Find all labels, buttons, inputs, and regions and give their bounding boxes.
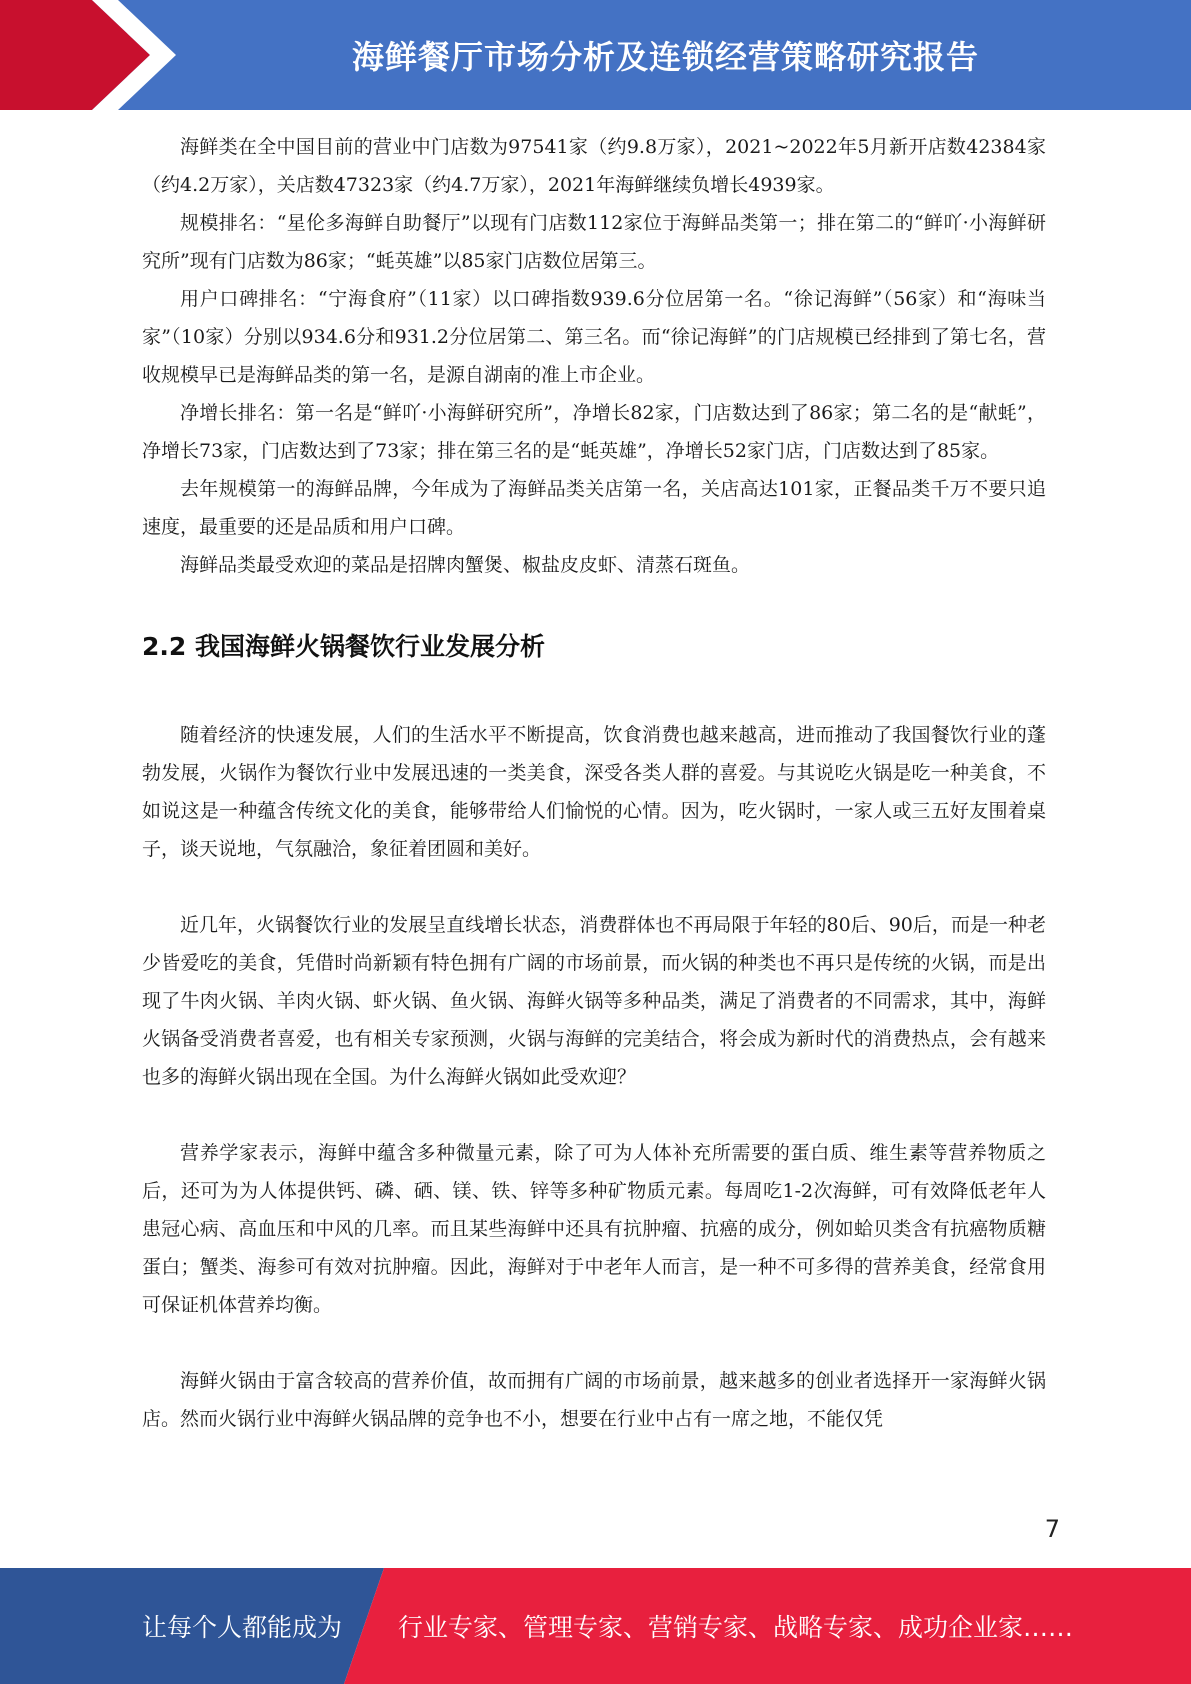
- document-title: 海鲜餐厅市场分析及连锁经营策略研究报告: [351, 38, 979, 76]
- paragraph: 净增长排名：第一名是“鲜吖·小海鲜研究所”，净增长82家，门店数达到了86家；第二名的是“献蚝”，净增长73家，门店数达到了73家；排在第三名的是“蚝英雄”，净增长52家门店，门店数达到了85家。: [142, 402, 1046, 462]
- paragraph: 用户口碑排名：“宁海食府”（11家）以口碑指数939.6分位居第一名。“徐记海鲜”（56家）和“海味当家”（10家）分别以934.6分和931.2分位居第二、第三名。而“徐记海鲜”的门店规模已经排到了第七名，营收规模早已是海鲜品类的第一名，是源自湖南的准上市企业。: [142, 288, 1046, 386]
- footer-slogan-left: 让每个人都能成为: [142, 1613, 343, 1642]
- paragraph-spacer: [142, 1324, 1046, 1362]
- paragraph: 去年规模第一的海鲜品牌，今年成为了海鲜品类关店第一名，关店高达101家，正餐品类千万不要只追速度，最重要的还是品质和用户口碑。: [142, 478, 1046, 538]
- page-footer: [0, 1568, 1191, 1684]
- paragraph-spacer: [142, 868, 1046, 906]
- section-heading: 2.2 我国海鲜火锅餐饮行业发展分析: [142, 632, 545, 661]
- paragraph: 随着经济的快速发展，人们的生活水平不断提高，饮食消费也越来越高，进而推动了我国餐饮行业的蓬勃发展，火锅作为餐饮行业中发展迅速的一类美食，深受各类人群的喜爱。与其说吃火锅是吃一种美食，不如说这是一种蕴含传统文化的美食，能够带给人们愉悦的心情。因为，吃火锅时，一家人或三五好友围着桌子，谈天说地，气氛融洽，象征着团圆和美好。: [142, 724, 1046, 860]
- page-header: [0, 0, 1191, 110]
- paragraph: 海鲜火锅由于富含较高的营养价值，故而拥有广阔的市场前景，越来越多的创业者选择开一家海鲜火锅店。然而火锅行业中海鲜火锅品牌的竞争也不小，想要在行业中占有一席之地，不能仅凭: [142, 1370, 1046, 1430]
- paragraph: 海鲜类在全中国目前的营业中门店数为97541家（约9.8万家），2021~2022年5月新开店数42384家（约4.2万家），关店数47323家（约4.7万家），2021年海鲜继续负增长4939家。: [142, 136, 1046, 196]
- main-content: [142, 128, 1046, 1438]
- page-number: 7: [1044, 1515, 1060, 1543]
- paragraph-spacer: [142, 1096, 1046, 1134]
- footer-slogan-right: 行业专家、管理专家、营销专家、战略专家、成功企业家……: [398, 1613, 1074, 1642]
- paragraph: 近几年，火锅餐饮行业的发展呈直线增长状态，消费群体也不再局限于年轻的80后、90后，而是一种老少皆爱吃的美食，凭借时尚新颖有特色拥有广阔的市场前景，而火锅的种类也不再只是传统的火锅，而是出现了牛肉火锅、羊肉火锅、虾火锅、鱼火锅、海鲜火锅等多种品类，满足了消费者的不同需求，其中，海鲜火锅备受消费者喜爱，也有相关专家预测，火锅与海鲜的完美结合，将会成为新时代的消费热点，会有越来也多的海鲜火锅出现在全国。为什么海鲜火锅如此受欢迎？: [142, 914, 1046, 1088]
- paragraph: 海鲜品类最受欢迎的菜品是招牌肉蟹煲、椒盐皮皮虾、清蒸石斑鱼。: [180, 554, 751, 576]
- paragraph: 规模排名：“星伦多海鲜自助餐厅”以现有门店数112家位于海鲜品类第一；排在第二的“鲜吖·小海鲜研究所”现有门店数为86家；“蚝英雄”以85家门店数位居第三。: [142, 212, 1046, 272]
- paragraph: 营养学家表示，海鲜中蕴含多种微量元素，除了可为人体补充所需要的蛋白质、维生素等营养物质之后，还可为为人体提供钙、磷、硒、镁、铁、锌等多种矿物质元素。每周吃1-2次海鲜，可有效降低老年人患冠心病、高血压和中风的几率。而且某些海鲜中还具有抗肿瘤、抗癌的成分，例如蛤贝类含有抗癌物质糖蛋白；蟹类、海参可有效对抗肿瘤。因此，海鲜对于中老年人而言，是一种不可多得的营养美食，经常食用可保证机体营养均衡。: [142, 1142, 1046, 1316]
